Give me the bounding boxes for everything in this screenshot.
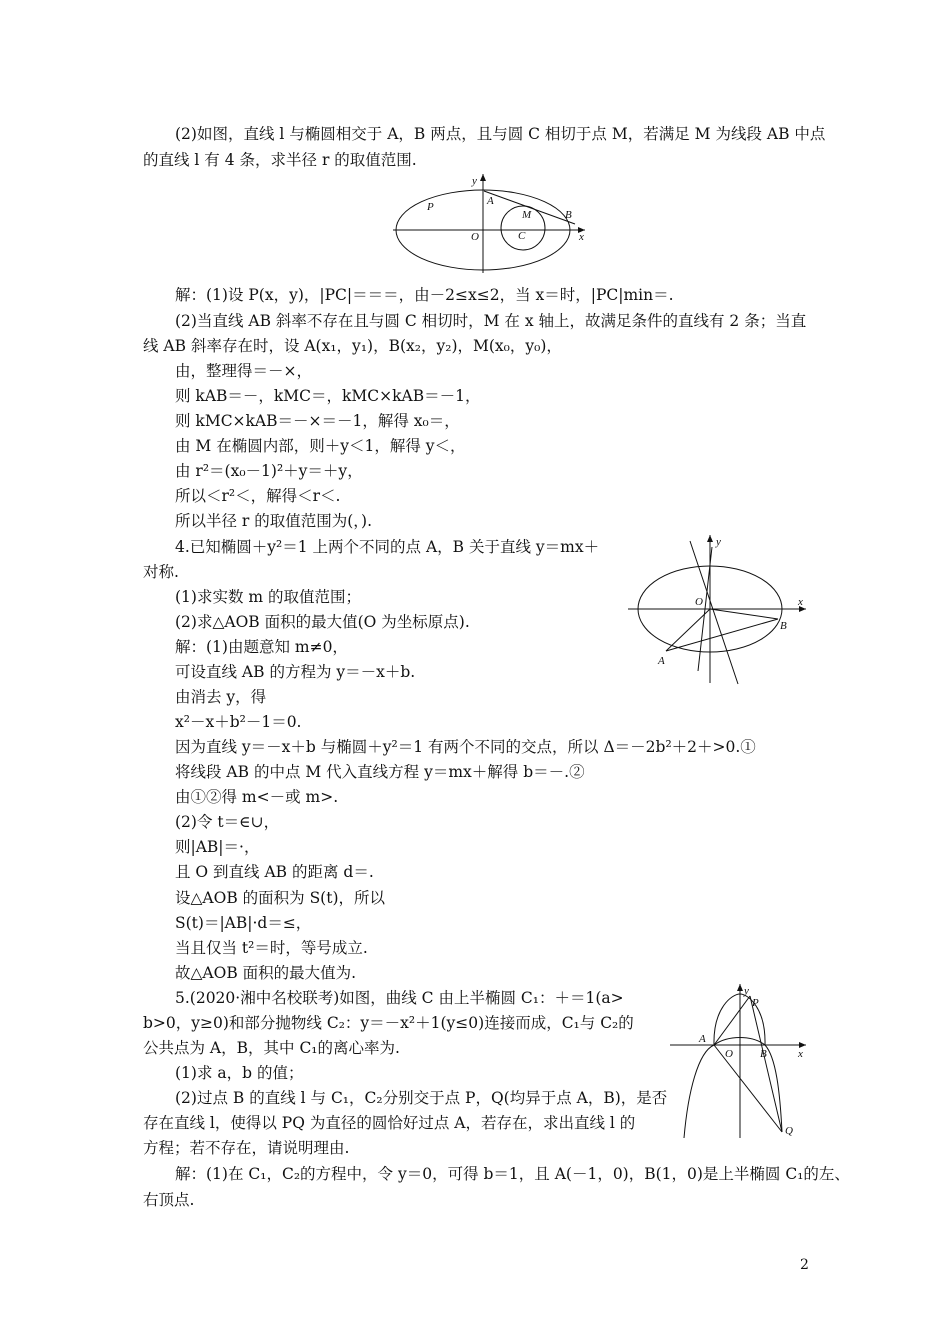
text-line: 公共点为 A，B，其中 C₁的离心率为. (143, 1039, 400, 1057)
text-line: 由 M 在椭圆内部，则＋y＜1，解得 y＜， (175, 437, 466, 455)
figure-ellipse-chord (628, 533, 810, 685)
text-line: 由 r²＝(x₀－1)²＋y＝＋y， (175, 462, 363, 480)
text-line: 由消去 y，得 (175, 688, 267, 706)
text-line: 存在直线 l，使得以 PQ 为直径的圆恰好过点 A，若存在，求出直线 l 的 (143, 1114, 636, 1132)
fig1-label: C (518, 230, 526, 242)
text-line: 的直线 l 有 4 条，求半径 r 的取值范围. (143, 151, 417, 169)
fig2-label: y (716, 536, 721, 548)
text-line: b>0，y≥0)和部分抛物线 C₂：y＝－x²＋1(y≤0)连接而成，C₁与 C₂的 (143, 1014, 634, 1032)
text-line: 所以＜r²＜，解得＜r＜. (175, 487, 341, 505)
fig3-label: y (744, 985, 749, 997)
fig3-label: Q (785, 1125, 793, 1137)
text-line: 解：(1)在 C₁，C₂的方程中，令 y＝0，可得 b＝1，且 A(－1，0)，B(1，0)是上半椭圆 C₁的左、 (175, 1165, 850, 1183)
text-line: 可设直线 AB 的方程为 y＝－x＋b. (175, 663, 416, 681)
text-line: (1)求实数 m 的取值范围； (175, 588, 362, 606)
fig3-label: x (798, 1048, 803, 1060)
text-line: 故△AOB 面积的最大值为. (175, 964, 357, 982)
text-line: 方程；若不存在，请说明理由. (143, 1139, 350, 1157)
fig1-label: M (522, 209, 532, 221)
text-line: 由，整理得＝－×， (175, 362, 312, 380)
fig2-label: A (658, 655, 665, 667)
fig1-label: y (472, 175, 477, 187)
text-line: 线 AB 斜率存在时，设 A(x₁，y₁)，B(x₂，y₂)，M(x₀，y₀)， (143, 337, 562, 355)
text-line: 设△AOB 的面积为 S(t)，所以 (175, 889, 386, 907)
fig2-label: O (695, 596, 703, 608)
text-line: 当且仅当 t²＝时，等号成立. (175, 939, 368, 957)
text-line: 则|AB|＝·， (175, 838, 260, 856)
text-line: 解：(1)由题意知 m≠0， (175, 638, 348, 656)
text-line: (2)求△AOB 面积的最大值(O 为坐标原点). (175, 613, 470, 631)
text-line: 因为直线 y＝－x＋b 与椭圆＋y²＝1 有两个不同的交点，所以 Δ＝－2b²＋2＋>0.① (175, 738, 756, 756)
fig3-label: B (760, 1048, 767, 1060)
text-line: x²－x＋b²－1＝0. (175, 713, 302, 731)
text-line: (2)令 t＝∈∪， (175, 813, 280, 831)
fig3-label: P (752, 997, 759, 1009)
text-line: 解：(1)设 P(x，y)，|PC|＝＝＝，由－2≤x≤2，当 x＝时，|PC|min＝. (175, 286, 674, 304)
fig3-label: A (699, 1033, 706, 1045)
text-line: (2)当直线 AB 斜率不存在且与圆 C 相切时，M 在 x 轴上，故满足条件的直线有 2 条；当直 (175, 312, 807, 330)
text-line: 4.已知椭圆＋y²＝1 上两个不同的点 A，B 关于直线 y＝mx＋ (175, 538, 600, 556)
fig2-label: x (798, 596, 803, 608)
fig1-label: O (471, 231, 479, 243)
figure-ellipse-parabola (668, 982, 810, 1140)
fig2-label: B (780, 620, 787, 632)
text-line: 由①②得 m<－或 m>. (175, 788, 339, 806)
text-line: 且 O 到直线 AB 的距离 d＝. (175, 863, 374, 881)
page-number: 2 (800, 1257, 809, 1273)
text-line: 对称. (143, 563, 179, 581)
text-line: 将线段 AB 的中点 M 代入直线方程 y＝mx＋解得 b＝－.② (175, 763, 585, 781)
text-line: 5.(2020·湘中名校联考)如图，曲线 C 由上半椭圆 C₁：＋＝1(a> (175, 989, 624, 1007)
fig1-label: A (487, 195, 494, 207)
fig1-label: P (427, 201, 434, 213)
fig1-label: x (579, 231, 584, 243)
text-line: (2)如图，直线 l 与椭圆相交于 A，B 两点，且与圆 C 相切于点 M，若满足 M 为线段 AB 中点 (175, 125, 826, 143)
text-line: 所以半径 r 的取值范围为(，). (175, 512, 373, 530)
text-line: 右顶点. (143, 1191, 195, 1209)
text-line: (1)求 a，b 的值； (175, 1064, 304, 1082)
fig1-label: B (565, 209, 572, 221)
text-line: S(t)＝|AB|·d＝≤， (175, 914, 312, 932)
text-line: 则 kMC×kAB＝－×＝－1，解得 x₀＝， (175, 412, 460, 430)
figure-ellipse-circle (393, 172, 588, 275)
text-line: 则 kAB＝－，kMC＝，kMC×kAB＝－1， (175, 387, 481, 405)
fig3-label: O (725, 1048, 733, 1060)
text-line: (2)过点 B 的直线 l 与 C₁，C₂分别交于点 P，Q(均异于点 A，B)，是否 (175, 1089, 668, 1107)
